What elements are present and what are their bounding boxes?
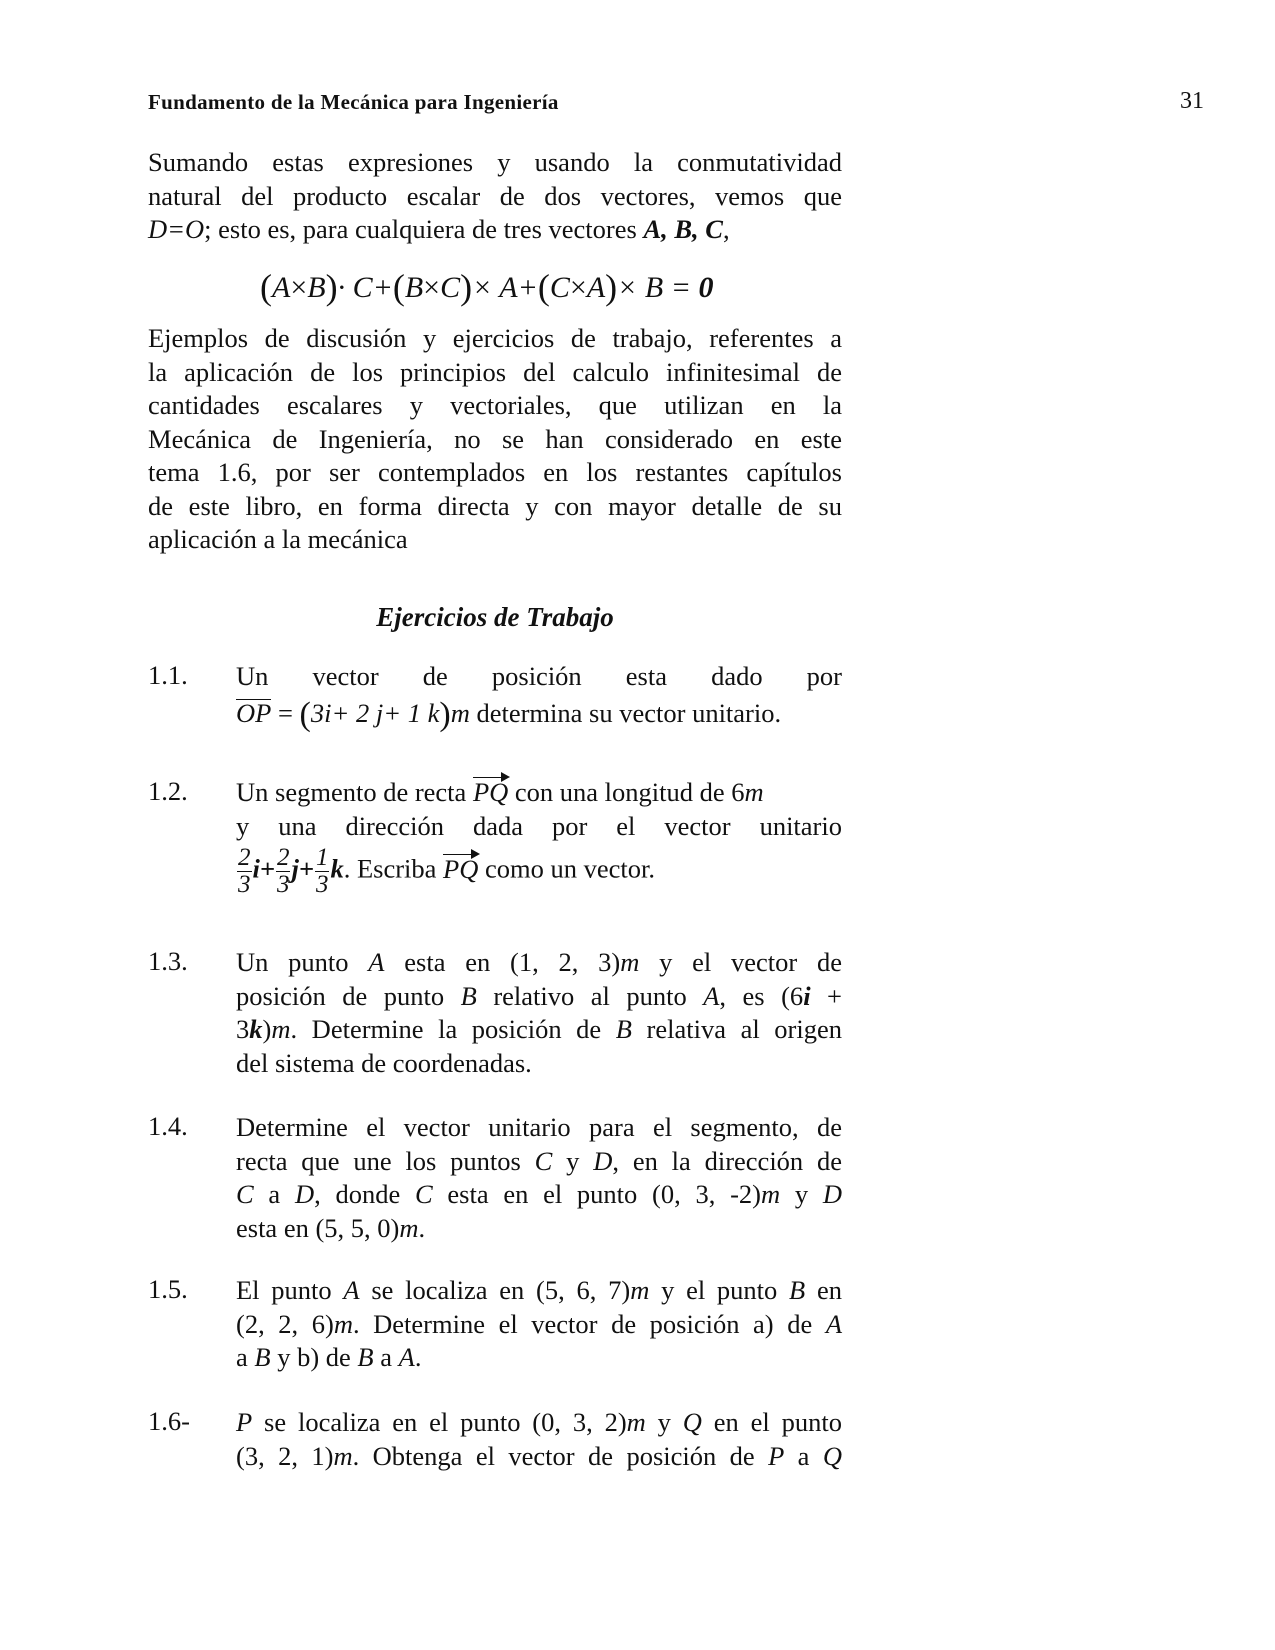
section-title: Ejercicios de Trabajo: [376, 602, 614, 632]
eq-dot-c: · C+: [337, 271, 393, 304]
fraction-numerator: 2: [238, 844, 251, 871]
ex1-line-2: [236, 697, 842, 732]
ex6-var: P: [768, 1440, 785, 1471]
eq-c2: C: [549, 271, 570, 304]
ex4-text: .: [418, 1212, 426, 1243]
ex6-unit: m: [333, 1440, 353, 1471]
fraction-denominator: 3: [315, 871, 329, 898]
ex5-text: se localiza en (5, 6, 7): [359, 1275, 631, 1305]
ex3-var: k: [249, 1014, 263, 1044]
ex6-var: P: [236, 1407, 253, 1437]
para2-line: de este libro, en forma directa y con mayor detalle de su: [148, 490, 842, 521]
paren-close: ): [439, 695, 451, 733]
ex3-text: 3: [236, 1014, 250, 1044]
exercise-number: 1.5.: [148, 1274, 188, 1304]
ex2-line-2: y una dirección dada por el vector unitario: [236, 810, 842, 841]
ex1-line-1: Un vector de posición esta dado por: [236, 661, 842, 691]
eq-b2: B: [404, 271, 424, 304]
ex6-var: Q: [682, 1407, 702, 1437]
ex5-unit: m: [333, 1308, 353, 1339]
discussion-paragraph: [148, 322, 842, 557]
ex3-var: A: [703, 980, 720, 1011]
exercise-1-2: [236, 776, 842, 898]
ex4-var: C: [414, 1179, 433, 1209]
para2-line: la aplicación de los principios del calculo infinitesimal de: [148, 356, 842, 387]
ex5-var: A: [343, 1275, 360, 1305]
fraction-denominator: 3: [238, 871, 251, 898]
ex5-text: y el punto: [649, 1275, 790, 1305]
ex4-unit: m: [761, 1179, 781, 1209]
ex4-line-4: [236, 1212, 842, 1246]
exercise-1-1: [236, 660, 842, 731]
ex5-line-1: [236, 1274, 842, 1308]
fraction: [237, 845, 252, 898]
ex4-text: , donde: [314, 1179, 415, 1209]
intro-line-2: natural del producto escalar de dos vectores, vemos que: [148, 180, 842, 211]
ex6-text: . Obtenga el vector de posición de: [352, 1440, 769, 1471]
paren-close: ): [325, 267, 338, 307]
fraction: [315, 845, 330, 898]
ex3-line-4: del sistema de coordenadas.: [236, 1047, 532, 1078]
ex4-var: C: [534, 1145, 553, 1176]
ex1-unit: m: [450, 697, 470, 728]
ex6-text: (3, 2, 1): [236, 1440, 334, 1471]
intro-line-1: Sumando estas expresiones y usando la conmutatividad: [148, 147, 842, 177]
ex5-text: en: [805, 1275, 842, 1305]
exercise-number: 1.1.: [148, 660, 188, 690]
ex4-text: y: [552, 1145, 594, 1176]
triple-product-equation: [260, 266, 713, 308]
ex5-line-3: [236, 1341, 842, 1375]
para2-line: tema 1.6, por ser contemplados en los restantes capítulos: [148, 457, 842, 487]
exercise-number: 1.6-: [148, 1406, 190, 1436]
ex4-var: D: [294, 1179, 315, 1209]
ex5-unit: m: [630, 1275, 650, 1305]
eq-a: A: [272, 271, 291, 304]
ex6-line-2: [236, 1440, 842, 1474]
ex6-line-1: [236, 1406, 842, 1440]
exercise-1-5: [236, 1274, 842, 1375]
op-vector: OP: [236, 697, 272, 728]
paren-open: (: [392, 267, 405, 307]
pq-vector: PQ: [472, 777, 509, 807]
ex3-text: esta en (1, 2, 3): [384, 947, 621, 977]
eq-a2: A: [586, 271, 606, 304]
ex6-unit: m: [626, 1407, 646, 1437]
ex5-var: B: [357, 1342, 374, 1372]
eq-cross-a: × A+: [472, 271, 538, 304]
ex5-text: . Determine el vector de posición a) de: [352, 1308, 826, 1339]
exercise-number: 1.4.: [148, 1111, 188, 1141]
fraction-denominator: 3: [276, 871, 290, 898]
paren-open: (: [299, 695, 311, 733]
ex5-text: (2, 2, 6): [236, 1308, 334, 1339]
para2-line: Ejemplos de discusión y ejercicios de trabajo, referentes a: [148, 323, 842, 353]
ex5-var: B: [254, 1342, 271, 1372]
ex4-text: a: [253, 1179, 295, 1209]
paren-open: (: [260, 267, 272, 307]
ex3-text: , es (6: [719, 980, 804, 1011]
paren-close: ): [605, 267, 618, 307]
ex4-text: esta en el punto (0, 3, -2): [432, 1179, 761, 1209]
ex3-var: B: [615, 1014, 632, 1044]
ex3-text: posición de punto: [236, 980, 461, 1011]
eq-c: C: [440, 271, 461, 304]
ex5-var: A: [398, 1342, 415, 1372]
ex5-var: B: [789, 1275, 806, 1305]
ex3-line-2: [236, 980, 842, 1014]
ex5-line-2: [236, 1308, 842, 1342]
ex5-text: .: [414, 1342, 422, 1372]
ex5-text: a: [236, 1342, 255, 1372]
ex4-text: y: [780, 1179, 823, 1209]
fraction: [276, 845, 291, 898]
ex4-line-1: Determine el vector unitario para el segmento, de: [236, 1112, 842, 1142]
ex4-var: D: [593, 1145, 613, 1176]
ex3-var: A: [368, 947, 385, 977]
ex6-text: se localiza en el punto (0, 3, 2): [252, 1407, 627, 1437]
pq-vector: PQ: [443, 853, 479, 884]
eq-times: ×: [290, 271, 308, 304]
eq-zero: 0: [698, 271, 714, 304]
ex3-text: relativa al origen: [631, 1014, 842, 1044]
ex2-text: con una longitud de 6: [508, 777, 745, 807]
ex6-var: Q: [822, 1440, 842, 1471]
ex5-text: a: [373, 1342, 399, 1372]
ex2-text: Un segmento de recta: [236, 777, 473, 807]
ex3-line-1: [236, 946, 842, 980]
exercise-1-3: [236, 946, 842, 1080]
exercise-1-4: [236, 1111, 842, 1245]
eq-times: ×: [423, 271, 441, 304]
ex5-var: A: [825, 1308, 842, 1339]
ex2-unit: m: [744, 777, 764, 807]
fraction-numerator: 2: [276, 844, 290, 871]
intro-paragraph: [148, 146, 842, 247]
intro-vectors: A, B, C: [643, 214, 723, 244]
ex3-unit: m: [271, 1014, 291, 1044]
ex3-text: ): [262, 1014, 272, 1044]
ex2-term: i+: [252, 853, 275, 884]
ex5-text: y b) de: [270, 1342, 358, 1372]
ex4-unit: m: [399, 1212, 419, 1243]
paren-close: ): [460, 267, 473, 307]
intro-d-equals-o: D=O: [148, 214, 205, 244]
ex3-text: Un punto: [236, 947, 369, 977]
ex3-text: . Determine la posición de: [290, 1014, 616, 1044]
ex4-text: esta en (5, 5, 0): [236, 1212, 400, 1243]
intro-comma: ,: [722, 214, 730, 244]
ex6-text: a: [784, 1440, 823, 1471]
eq-cross-b: × B =: [617, 271, 699, 304]
ex4-line-2: [236, 1145, 842, 1179]
ex3-text: +: [810, 980, 842, 1011]
para2-line: aplicación a la mecánica: [148, 524, 408, 554]
ex3-text: relativo al punto: [476, 980, 704, 1011]
exercise-1-6: [236, 1406, 842, 1473]
ex2-line-1: [236, 776, 842, 810]
ex2-text: como un vector.: [478, 853, 655, 884]
running-title: Fundamento de la Mecánica para Ingeniería: [148, 90, 559, 114]
ex4-var: D: [822, 1179, 843, 1209]
intro-text: ; esto es, para cualquiera de tres vectores: [204, 214, 644, 244]
ex1-expression: 3i+ 2 j+ 1 k: [310, 697, 440, 728]
ex3-var: i: [803, 980, 811, 1011]
page-number: 31: [1180, 88, 1204, 114]
ex4-text: , en la dirección de: [612, 1145, 843, 1176]
ex4-line-3: [236, 1178, 842, 1212]
para2-line: cantidades escalares y vectoriales, que utilizan en la: [148, 390, 842, 420]
ex3-var: B: [460, 980, 477, 1011]
para2-line: Mecánica de Ingeniería, no se han considerado en este: [148, 423, 842, 454]
intro-line-3: [148, 213, 842, 247]
ex2-text: . Escriba: [343, 853, 444, 884]
ex3-text: y el vector de: [639, 947, 842, 977]
ex6-text: y: [645, 1407, 683, 1437]
ex2-term: j+: [291, 853, 314, 884]
ex2-line-3: [236, 845, 842, 898]
ex1-equals: =: [271, 697, 300, 728]
ex2-term: k: [330, 853, 344, 884]
exercise-number: 1.3.: [148, 946, 188, 976]
ex4-text: recta que une los puntos: [236, 1145, 535, 1176]
exercise-number: 1.2.: [148, 776, 188, 806]
ex5-text: El punto: [236, 1275, 344, 1305]
ex4-var: C: [236, 1179, 254, 1209]
fraction-numerator: 1: [315, 844, 329, 871]
eq-times: ×: [569, 271, 587, 304]
ex1-tail: determina su vector unitario.: [469, 697, 782, 728]
eq-b: B: [307, 271, 326, 304]
ex3-unit: m: [620, 947, 640, 977]
paren-open: (: [537, 267, 550, 307]
ex6-text: en el punto: [701, 1407, 842, 1437]
ex3-line-3: [236, 1013, 842, 1047]
